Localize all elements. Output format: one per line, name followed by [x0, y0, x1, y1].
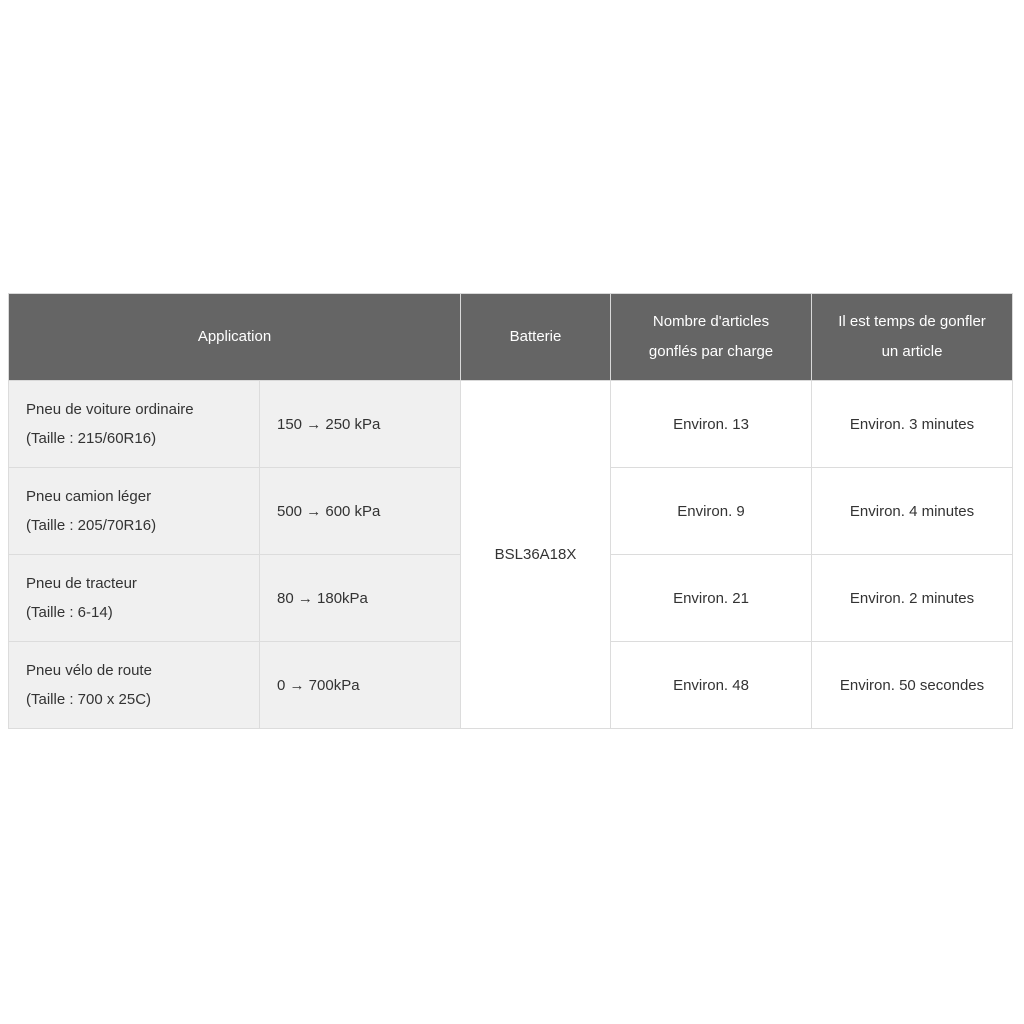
header-row — [9, 294, 1013, 381]
application-cell — [9, 555, 260, 642]
count-cell: Environ. 21 — [611, 555, 812, 642]
table-body — [9, 381, 1013, 729]
header-count — [611, 294, 812, 381]
time-cell: Environ. 2 minutes — [812, 555, 1013, 642]
pressure-cell: 500 → 600 kPa — [260, 468, 461, 555]
count-cell: Environ. 13 — [611, 381, 812, 468]
count-cell: Environ. 9 — [611, 468, 812, 555]
time-cell: Environ. 3 minutes — [812, 381, 1013, 468]
header-application: Application — [9, 294, 461, 381]
application-size: (Taille : 6-14) — [26, 604, 113, 621]
time-cell: Environ. 4 minutes — [812, 468, 1013, 555]
application-size: (Taille : 205/70R16) — [26, 517, 157, 534]
time-cell: Environ. 50 secondes — [812, 642, 1013, 729]
application-cell — [9, 468, 260, 555]
count-cell: Environ. 48 — [611, 642, 812, 729]
header-time — [812, 294, 1013, 381]
application-size: (Taille : 700 x 25C) — [26, 691, 152, 708]
header-battery: Batterie — [461, 294, 611, 381]
pressure-cell: 80 → 180kPa — [260, 555, 461, 642]
battery-cell: BSL36A18X — [461, 381, 611, 729]
pressure-cell: 0 → 700kPa — [260, 642, 461, 729]
header-count-line1: Nombre d'articles — [652, 313, 770, 330]
pressure-cell: 150 → 250 kPa — [260, 381, 461, 468]
application-name: Pneu camion léger — [26, 488, 152, 505]
application-size: (Taille : 215/60R16) — [26, 430, 157, 447]
spec-table — [8, 293, 1013, 729]
application-name: Pneu vélo de route — [26, 662, 152, 679]
header-count-line2: gonflés par charge — [648, 343, 774, 360]
application-cell — [9, 381, 260, 468]
table-header — [9, 294, 1013, 381]
application-name: Pneu de tracteur — [26, 575, 137, 592]
application-name: Pneu de voiture ordinaire — [26, 401, 194, 418]
table-row — [9, 381, 1013, 468]
header-time-line1: Il est temps de gonfler — [838, 313, 986, 330]
application-cell — [9, 642, 260, 729]
header-time-line2: un article — [881, 343, 943, 360]
